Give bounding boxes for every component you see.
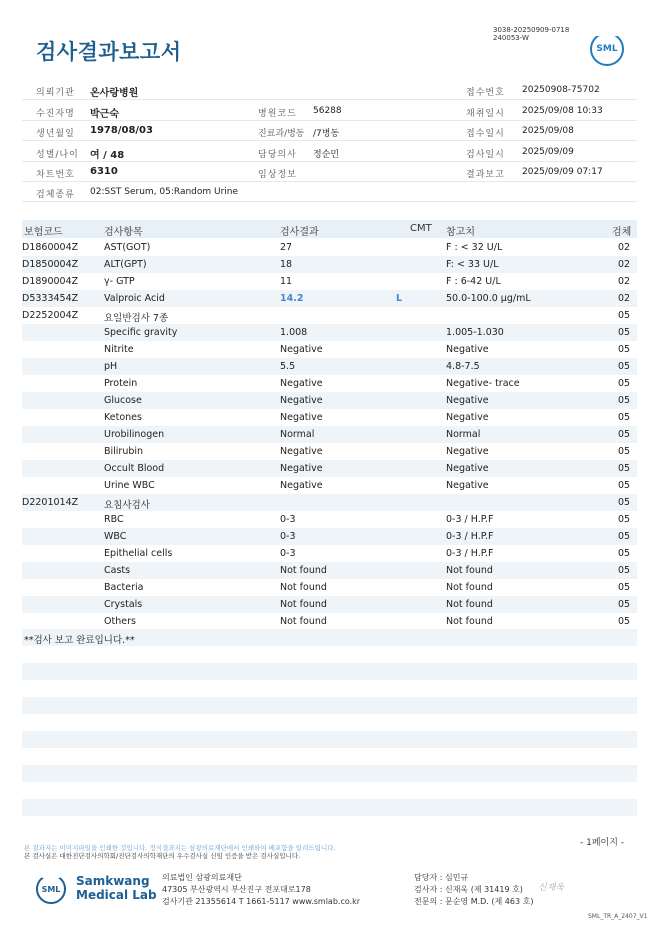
table-row xyxy=(22,511,637,528)
report-complete-text: **검사 보고 완료입니다.** xyxy=(24,635,135,646)
result-report-label: 결과보고 xyxy=(466,170,505,180)
cell-specimen: 05 xyxy=(618,514,631,525)
hospital-label: 의뢰기관 xyxy=(36,88,75,98)
empty-row xyxy=(22,697,637,714)
results-table-header xyxy=(22,220,637,238)
footer-sml-logo-icon: SML xyxy=(36,874,66,904)
cell-result: Not found xyxy=(280,616,327,627)
cell-item: Valproic Acid xyxy=(104,293,165,304)
company-name-line-2: Medical Lab xyxy=(76,888,157,902)
table-row xyxy=(22,324,637,341)
cell-code: D2252004Z xyxy=(22,310,79,321)
tester-signature: 신재욱 xyxy=(538,883,565,893)
header-row-1 xyxy=(22,80,637,100)
cell-item: Crystals xyxy=(104,599,143,610)
cell-reference: F : 6-42 U/L xyxy=(446,276,501,287)
cell-item: Others xyxy=(104,616,136,627)
report-complete-note xyxy=(22,629,637,646)
chart-no-label: 차트번호 xyxy=(36,170,75,180)
col-reference: 참고치 xyxy=(446,227,475,238)
specimen-label: 검체종류 xyxy=(36,190,75,200)
hospital-value: 온사랑병원 xyxy=(90,88,139,99)
cell-result: Negative xyxy=(280,378,323,389)
receipt-date-value: 2025/09/08 xyxy=(522,126,574,136)
test-date-label: 검사일시 xyxy=(466,150,505,160)
table-row xyxy=(22,426,637,443)
cell-result: 0-3 xyxy=(280,548,296,559)
form-code: SML_TR_A_2407_V1 xyxy=(588,913,648,920)
cell-item: Bacteria xyxy=(104,582,144,593)
cell-specimen: 05 xyxy=(618,616,631,627)
cell-specimen: 05 xyxy=(618,446,631,457)
footer-company-name xyxy=(76,874,157,902)
table-row xyxy=(22,443,637,460)
patient-label: 수진자명 xyxy=(36,109,75,119)
cell-specimen: 05 xyxy=(618,599,631,610)
col-cmt: CMT xyxy=(410,223,432,234)
cell-result: 5.5 xyxy=(280,361,296,372)
sml-logo-icon: SML xyxy=(590,32,624,66)
cell-reference: 50.0-100.0 μg/mL xyxy=(446,293,531,304)
table-row xyxy=(22,409,637,426)
cell-reference: Negative xyxy=(446,480,489,491)
cell-reference: Not found xyxy=(446,616,493,627)
page-indicator: - 1페이지 - xyxy=(580,838,625,848)
sex-age-label: 성별/나이 xyxy=(36,150,79,160)
cell-specimen: 05 xyxy=(618,565,631,576)
cell-reference: Negative xyxy=(446,395,489,406)
cell-item: Urobilinogen xyxy=(104,429,165,440)
table-row xyxy=(22,273,637,290)
cell-specimen: 05 xyxy=(618,480,631,491)
collect-value: 2025/09/08 10:33 xyxy=(522,106,603,116)
dob-label: 생년월일 xyxy=(36,129,75,139)
table-row xyxy=(22,477,637,494)
cell-specimen: 05 xyxy=(618,412,631,423)
table-row xyxy=(22,494,637,511)
cell-code: D1890004Z xyxy=(22,276,79,287)
cell-reference: Negative xyxy=(446,446,489,457)
cell-item: Glucose xyxy=(104,395,142,406)
cell-item: Epithelial cells xyxy=(104,548,173,559)
cell-result: Normal xyxy=(280,429,315,440)
cell-result: 27 xyxy=(280,242,293,253)
cell-reference: 0-3 / H.P.F xyxy=(446,514,494,525)
page-title: 검사결과보고서 xyxy=(36,40,182,64)
dob-value: 1978/08/03 xyxy=(90,125,153,136)
cell-specimen: 05 xyxy=(618,378,631,389)
table-row xyxy=(22,341,637,358)
header-row-4 xyxy=(22,142,637,162)
table-row xyxy=(22,460,637,477)
empty-row xyxy=(22,799,637,816)
doctor-value: 정순민 xyxy=(313,150,340,160)
cell-reference: Normal xyxy=(446,429,481,440)
cell-item: Nitrite xyxy=(104,344,134,355)
footer-org-info xyxy=(162,872,360,908)
cell-reference: 4.8-7.5 xyxy=(446,361,480,372)
table-row xyxy=(22,290,637,307)
company-name-line-1: Samkwang xyxy=(76,874,150,888)
col-insurance-code: 보험코드 xyxy=(24,227,63,238)
cell-item: Bilirubin xyxy=(104,446,144,457)
cell-result: Negative xyxy=(280,412,323,423)
cell-reference: F : < 32 U/L xyxy=(446,242,503,253)
cell-code: D2201014Z xyxy=(22,497,79,508)
table-row xyxy=(22,528,637,545)
cell-result: Negative xyxy=(280,395,323,406)
specialist-line: 전문의 : 문순영 M.D. (제 463 호) xyxy=(414,897,534,906)
watermark-note: 본 결과지는 이미지파일을 인쇄한 것입니다. 정식결과지는 삼광의료재단에서 인쇄하여 배포함을 알려드립니다. xyxy=(24,844,336,852)
cell-code: D5333454Z xyxy=(22,293,79,304)
cell-flag: L xyxy=(396,293,403,304)
cell-result: Not found xyxy=(280,599,327,610)
table-row xyxy=(22,596,637,613)
cell-specimen: 02 xyxy=(618,242,631,253)
table-row xyxy=(22,307,637,324)
empty-row xyxy=(22,765,637,782)
doctor-label: 담당의사 xyxy=(258,150,297,160)
cell-specimen: 05 xyxy=(618,497,631,508)
cell-specimen: 05 xyxy=(618,327,631,338)
patient-value: 박근숙 xyxy=(90,109,119,120)
sex-age-value: 여 / 48 xyxy=(90,150,125,161)
receipt-no-label: 접수번호 xyxy=(466,88,505,98)
table-row xyxy=(22,239,637,256)
empty-row xyxy=(22,731,637,748)
table-row xyxy=(22,256,637,273)
cell-reference: F: < 33 U/L xyxy=(446,259,499,270)
cell-item: Occult Blood xyxy=(104,463,165,474)
cell-result: 11 xyxy=(280,276,293,287)
org-name: 의료법인 삼광의료재단 xyxy=(162,873,242,882)
table-row xyxy=(22,562,637,579)
tester-line: 검사자 : 신재욱 (제 31419 호) xyxy=(414,885,523,894)
org-contact: 검사기관 21355614 T 1661-5117 www.smlab.co.kr xyxy=(162,897,361,906)
cell-reference: 1.005-1.030 xyxy=(446,327,504,338)
dept-value: /7병동 xyxy=(313,129,340,139)
dept-label: 진료과/병동 xyxy=(258,129,305,139)
cell-specimen: 05 xyxy=(618,395,631,406)
cell-result: 14.2 xyxy=(280,293,304,304)
collect-label: 채취일시 xyxy=(466,109,505,119)
header-row-2 xyxy=(22,101,637,121)
cell-reference: Negative xyxy=(446,412,489,423)
document-id-line-2: 240053-W xyxy=(493,34,529,42)
cell-item: Specific gravity xyxy=(104,327,178,338)
cell-item: RBC xyxy=(104,514,124,525)
cell-result: Negative xyxy=(280,344,323,355)
cell-result: 18 xyxy=(280,259,293,270)
cell-item: 요일반검사 7종 xyxy=(104,313,169,324)
col-specimen: 검체 xyxy=(612,227,632,238)
chart-no-value: 6310 xyxy=(90,166,118,177)
document-id xyxy=(493,26,569,42)
cell-specimen: 05 xyxy=(618,429,631,440)
hosp-code-value: 56288 xyxy=(313,106,342,116)
cell-item: pH xyxy=(104,361,118,372)
cell-result: Not found xyxy=(280,582,327,593)
table-row xyxy=(22,358,637,375)
table-row xyxy=(22,613,637,630)
table-row xyxy=(22,375,637,392)
receipt-no-value: 20250908-75702 xyxy=(522,85,600,95)
cell-reference: Not found xyxy=(446,582,493,593)
cell-result: Negative xyxy=(280,480,323,491)
cell-reference: Negative xyxy=(446,344,489,355)
cell-code: D1850004Z xyxy=(22,259,79,270)
cell-reference: Negative- trace xyxy=(446,378,520,389)
test-date-value: 2025/09/09 xyxy=(522,147,574,157)
specimen-value: 02:SST Serum, 05:Random Urine xyxy=(90,187,239,197)
footer-staff-info xyxy=(414,872,533,908)
cell-item: WBC xyxy=(104,531,127,542)
cell-result: 0-3 xyxy=(280,531,296,542)
cell-item: Urine WBC xyxy=(104,480,155,491)
result-report-value: 2025/09/09 07:17 xyxy=(522,167,603,177)
hosp-code-label: 병원코드 xyxy=(258,109,297,119)
cell-result: Negative xyxy=(280,463,323,474)
header-row-5 xyxy=(22,162,637,182)
table-row xyxy=(22,392,637,409)
cell-item: γ- GTP xyxy=(104,276,135,287)
cell-specimen: 02 xyxy=(618,276,631,287)
cell-result: Not found xyxy=(280,565,327,576)
cell-reference: 0-3 / H.P.F xyxy=(446,531,494,542)
cell-reference: Negative xyxy=(446,463,489,474)
cell-code: D1860004Z xyxy=(22,242,79,253)
empty-row xyxy=(22,663,637,680)
clinical-info-label: 임상정보 xyxy=(258,170,297,180)
receipt-date-label: 접수일시 xyxy=(466,129,505,139)
accreditation-note: 본 검사실은 대한진단검사의학회/진단검사의학재단의 우수검사실 신임 인증을 받은 검사실입니다. xyxy=(24,852,301,860)
cell-item: Protein xyxy=(104,378,138,389)
cell-reference: Not found xyxy=(446,599,493,610)
document-id-line-1: 3038-20250909-0718 xyxy=(493,26,570,34)
cell-item: 요침사검사 xyxy=(104,500,150,511)
header-row-6 xyxy=(22,182,637,202)
cell-item: Ketones xyxy=(104,412,142,423)
cell-result: 1.008 xyxy=(280,327,308,338)
table-row xyxy=(22,545,637,562)
cell-item: ALT(GPT) xyxy=(104,259,147,270)
cell-specimen: 05 xyxy=(618,361,631,372)
cell-item: AST(GOT) xyxy=(104,242,151,253)
cell-specimen: 05 xyxy=(618,344,631,355)
cell-specimen: 05 xyxy=(618,582,631,593)
header-row-3 xyxy=(22,121,637,141)
staff-line: 담당자 : 심민규 xyxy=(414,873,469,882)
cell-reference: 0-3 / H.P.F xyxy=(446,548,494,559)
cell-specimen: 05 xyxy=(618,548,631,559)
cell-specimen: 05 xyxy=(618,531,631,542)
cell-specimen: 05 xyxy=(618,463,631,474)
col-result: 검사결과 xyxy=(280,227,319,238)
cell-result: Negative xyxy=(280,446,323,457)
cell-specimen: 05 xyxy=(618,310,631,321)
org-address: 47305 부산광역시 부산진구 전포대로178 xyxy=(162,885,311,894)
cell-reference: Not found xyxy=(446,565,493,576)
cell-specimen: 02 xyxy=(618,259,631,270)
col-test-item: 검사항목 xyxy=(104,227,143,238)
cell-item: Casts xyxy=(104,565,131,576)
table-row xyxy=(22,579,637,596)
cell-specimen: 02 xyxy=(618,293,631,304)
cell-result: 0-3 xyxy=(280,514,296,525)
